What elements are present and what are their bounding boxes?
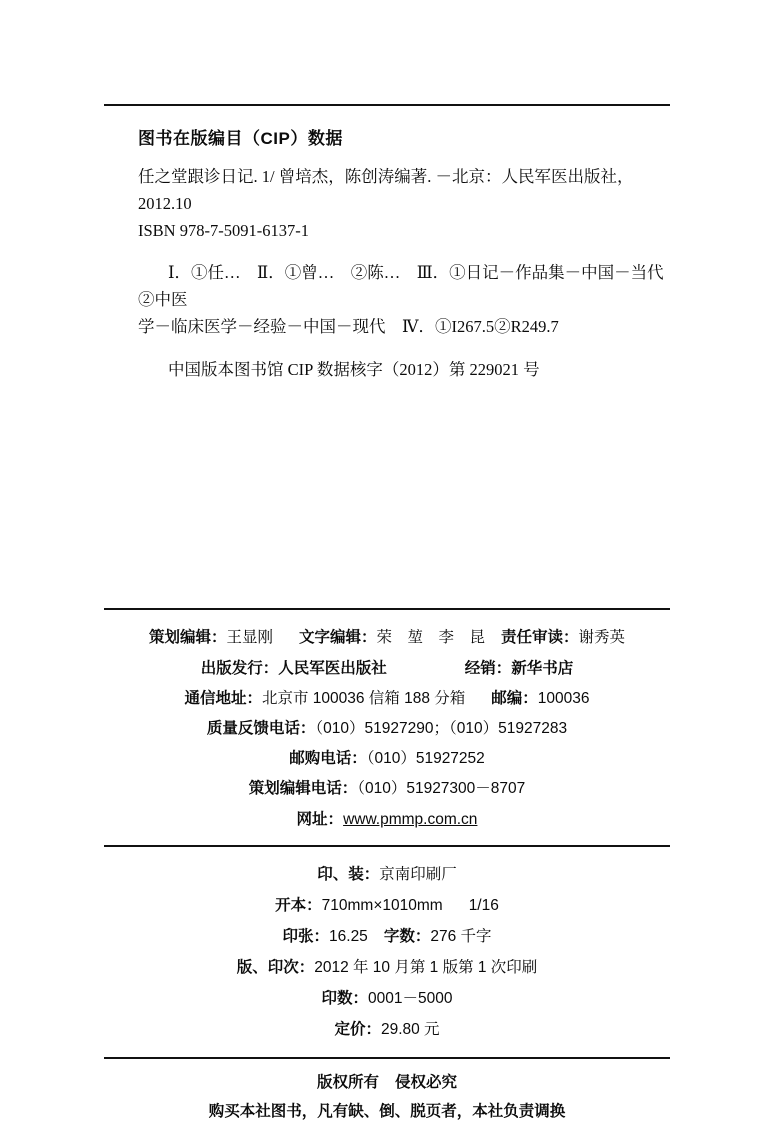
copies-label: 印数： — [321, 989, 369, 1007]
staff-row-address — [104, 684, 670, 714]
mailorder-phone-value: （010）51927252 — [366, 750, 485, 768]
edition-label: 版、印次： — [236, 958, 315, 976]
replacement-notice: 购买本社图书，凡有缺、倒、脱页者，本社负责调换 — [208, 1102, 566, 1120]
format-ratio: 1/16 — [468, 896, 499, 914]
website-url[interactable]: www.pmmp.com.cn — [343, 810, 478, 828]
edition-value: 2012 年 10 月第 1 版第 1 次印刷 — [314, 958, 538, 976]
postcode-value: 100036 — [537, 689, 590, 707]
spacer — [104, 380, 670, 608]
printer-value: 京南印刷厂 — [379, 865, 457, 883]
cip-heading: 图书在版编目（CIP）数据 — [138, 129, 343, 148]
editor-phone-label: 策划编辑电话： — [248, 780, 358, 798]
printer-label: 印、装： — [317, 865, 380, 883]
cip-line-1: 任之堂跟诊日记. 1/ 曾培杰，陈创涛编著. －北京：人民军医出版社，2012.10 — [138, 167, 634, 214]
text-editor-value: 荣 堃 李 昆 — [376, 629, 486, 647]
text-editor-label: 文字编辑： — [298, 629, 377, 647]
print-row-price — [104, 1014, 670, 1045]
postcode-label: 邮编： — [491, 689, 538, 707]
feedback-phone-value: （010）51927290；（010）51927283 — [315, 719, 568, 737]
staff-row-mailorder — [104, 744, 670, 774]
print-row-format — [104, 890, 670, 921]
divider-top — [104, 104, 670, 106]
distributor-value: 新华书店 — [511, 659, 574, 677]
print-row-copies — [104, 983, 670, 1014]
distributor-label: 经销： — [464, 659, 512, 677]
address-value: 北京市 100036 信箱 188 分箱 — [261, 689, 466, 707]
planning-editor-label: 策划编辑： — [148, 629, 227, 647]
page-content — [104, 0, 670, 1126]
price-value: 29.80 元 — [380, 1020, 440, 1038]
copyright-reserved: 版权所有 — [316, 1073, 379, 1091]
cip-block — [104, 124, 670, 380]
copyright-infringement: 侵权必究 — [395, 1073, 458, 1091]
sheets-label: 印张： — [282, 927, 330, 945]
reviewer-label: 责任审读： — [501, 629, 579, 647]
staff-block — [104, 610, 670, 845]
format-label: 开本： — [275, 896, 322, 914]
staff-row-feedback — [104, 714, 670, 744]
planning-editor-value: 王显刚 — [226, 629, 273, 647]
staff-row-editor-phone — [104, 774, 670, 804]
publisher-label: 出版发行： — [200, 659, 279, 677]
address-label: 通信地址： — [184, 689, 262, 707]
wordcount-value: 276 千字 — [430, 927, 492, 945]
website-label: 网址： — [296, 810, 344, 828]
print-row-sheets — [104, 921, 670, 952]
copies-value: 0001－5000 — [368, 989, 453, 1007]
print-row-printer — [104, 859, 670, 890]
copyright-block — [104, 1059, 670, 1126]
feedback-phone-label: 质量反馈电话： — [206, 719, 316, 737]
cip-line-3: Ⅰ．①任… Ⅱ．①曾… ②陈… Ⅲ．①日记－作品集－中国－当代②中医 — [138, 262, 664, 309]
cip-line-5: 中国版本图书馆 CIP 数据核字（2012）第 229021 号 — [168, 360, 540, 380]
mailorder-phone-label: 邮购电话： — [289, 750, 367, 768]
editor-phone-value: （010）51927300－8707 — [357, 780, 526, 798]
sheets-value: 16.25 — [329, 927, 368, 945]
publisher-value: 人民军医出版社 — [278, 659, 387, 677]
cip-line-4: 学－临床医学－经验－中国－现代 Ⅳ．①I267.5②R249.7 — [138, 317, 559, 337]
format-value: 710mm×1010mm — [321, 896, 443, 914]
staff-row-publisher — [104, 654, 670, 684]
staff-row-editors — [104, 623, 670, 653]
print-row-edition — [104, 952, 670, 983]
copyright-notice — [104, 1069, 670, 1098]
wordcount-label: 字数： — [383, 927, 431, 945]
cip-line-2: ISBN 978-7-5091-6137-1 — [138, 221, 309, 241]
printing-block — [104, 847, 670, 1057]
price-label: 定价： — [334, 1020, 381, 1038]
reviewer-value: 谢秀英 — [578, 629, 626, 647]
staff-row-website — [104, 805, 670, 835]
